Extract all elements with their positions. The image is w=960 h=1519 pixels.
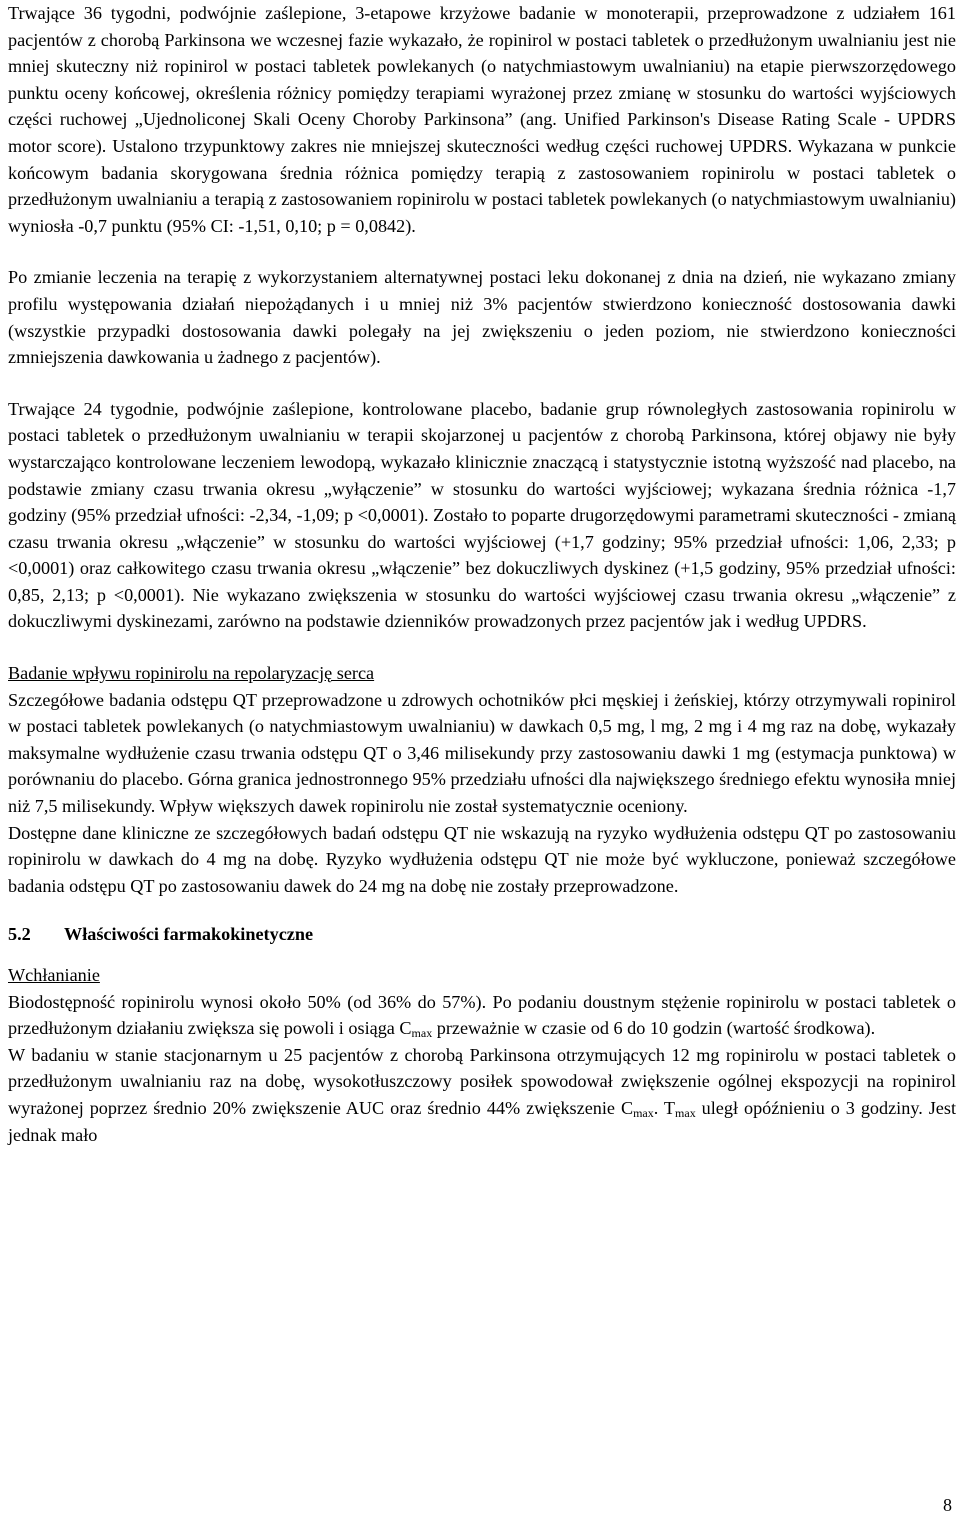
paragraph-qt-study: Szczegółowe badania odstępu QT przeprowadzone u zdrowych ochotników płci męskiej i żeńskiej, którzy otrzymywali ropinirol w postaci tabletek powlekanych (o natychmiastowym uwalnianiu) w dawkach 0,5 mg, l mg, 2 mg i 4 mg raz na dobę, wykazały maksymalne wydłużenie czasu trwania odstępu QT o 3,46 milisekundy przy zastosowaniu dawki 1 mg (estymacja punktowa) w porównaniu do placebo. Górna granica jednostronnego 95% przedziału ufności dla największego średniego efektu wynosiła mniej niż 7,5 milisekundy. Wpływ większych dawek ropinirolu nie został systematycznie oceniony. xyxy=(8,689,956,817)
paragraph-qt-data: Dostępne dane kliniczne ze szczegółowych badań odstępu QT nie wskazują na ryzyko wydłużenia odstępu QT po zastosowaniu ropinirolu w dawkach do 4 mg na dobę. Ryzyko wydłużenia odstępu QT nie może być wykluczone, ponieważ szczegółowe badania odstępu QT po zastosowaniu dawek do 24 mg na dobę nie zostały przeprowadzone. xyxy=(8,822,956,896)
paragraph-monotherapy-study: Trwające 36 tygodni, podwójnie zaślepione, 3-etapowe krzyżowe badanie w monoterapii, przeprowadzone z udziałem 161 pacjentów z chorobą Parkinsona we wczesnej fazie wykazało, że ropinirol w postaci tabletek o przedłużonym uwalnianiu jest nie mniej skuteczny niż ropinirol w postaci tabletek powlekanych (o natychmiastowym uwalnianiu) na etapie pierwszorzędowego punktu oceny końcowej, określenia różnicy pomiędzy terapiami wyrażonej przez zmianę w stosunku do wartości wyjściowych części ruchowej „Ujednoliconej Skali Oceny Choroby Parkinsona” (ang. Unified Parkinson's Disease Rating Scale - UPDRS motor score). Ustalono trzypunktowy zakres nie mniejszej skuteczności według części ruchowej UPDRS. Wykazana w punkcie końcowym badania skorygowana średnia różnica pomiędzy terapią z zastosowaniem ropinirolu w postaci tabletek o przedłużonym uwalnianiu a terapią z zastosowaniem ropinirolu w postaci tabletek powlekanych (o natychmiastowym uwalnianiu) wyniosła -0,7 punktu (95% CI: -1,51, 0,10; p = 0,0842). xyxy=(8,3,956,236)
absorption-heading: Wchłanianie xyxy=(8,965,100,985)
paragraph-switching-treatment: Po zmianie leczenia na terapię z wykorzystaniem alternatywnej postaci leku dokonanej z dnia na dzień, nie wykazano zmiany profilu występowania działań niepożądanych i u mniej niż 3% pacjentów stwierdzono konieczność dostosowania dawki (wszystkie przypadki dostosowania dawki polegały na jej zwiększeniu o jeden poziom, nie stwierdzono konieczności zmniejszenia dawkowania u żadnego z pacjentów). xyxy=(8,267,956,368)
section-number: 5.2 xyxy=(8,924,31,945)
section-heading xyxy=(8,921,956,948)
paragraph-bioavailability: Biodostępność ropinirolu wynosi około 50% (od 36% do 57%). Po podaniu doustnym stężenie ropinirolu w postaci tabletek o przedłużonym działaniu zwiększa się powoli i osiąga $C_{max}$ przeważnie w czasie od 6 do 10 godzin (wartość środkowa). xyxy=(8,991,956,1041)
section-title: Właściwości farmakokinetyczne xyxy=(64,924,314,945)
qt-heading: Badanie wpływu ropinirolu na repolaryzację serca xyxy=(8,663,375,684)
paragraph-adjunct-therapy-study: Trwające 24 tygodnie, podwójnie zaślepione, kontrolowane placebo, badanie grup równoległych zastosowania ropinirolu w postaci tabletek o przedłużonym uwalnianiu w terapii skojarzonej u pacjentów z chorobą Parkinsona, której objawy nie były wystarczająco kontrolowane leczeniem lewodopą, wykazało klinicznie znaczącą i statystycznie istotną wyższość nad placebo, na podstawie zmiany czasu trwania okresu „wyłączenie” w stosunku do wartości wyjściowej; wykazana średnia różnica -1,7 godziny (95% przedział ufności: -2,34, -1,09; p <0,0001). Zostało to poparte drugorzędowymi parametrami skuteczności - zmianą czasu trwania okresu „włączenie” w stosunku do wartości wyjściowej (+1,7 godziny; 95% przedział ufności: 1,06, 2,33; p <0,0001) oraz całkowitego czasu trwania okresu „włączenie” bez dokuczliwych dyskinez (+1,5 godziny, 95% przedział ufności: 0,85, 2,13; p <0,0001). Nie wykazano zwiększenia w stosunku do wartości wyjściowej czasu trwania okresu „włączenie” z dokuczliwymi dyskinezami, zarówno na podstawie dzienników prowadzonych przez pacjentów jak i według UPDRS. xyxy=(8,398,956,632)
document-page xyxy=(8,0,956,1148)
qt-section xyxy=(8,660,956,899)
page-number: 8 xyxy=(943,1495,952,1515)
paragraph-food-effect: W badaniu w stanie stacjonarnym u 25 pacjentów z chorobą Parkinsona otrzymujących 12 mg ropinirolu w postaci tabletek o przedłużonym uwalnianiu raz na dobę, wysokotłuszczowy posiłek spowodował zwiększenie ogólnej ekspozycji na ropinirol wyrażonej poprzez średnio 20% zwiększenie AUC oraz średnio 44% zwiększenie $C_{max}$. $T_{max}$ uległ opóźnieniu o 3 godziny. Jest jednak mało xyxy=(8,1044,957,1145)
